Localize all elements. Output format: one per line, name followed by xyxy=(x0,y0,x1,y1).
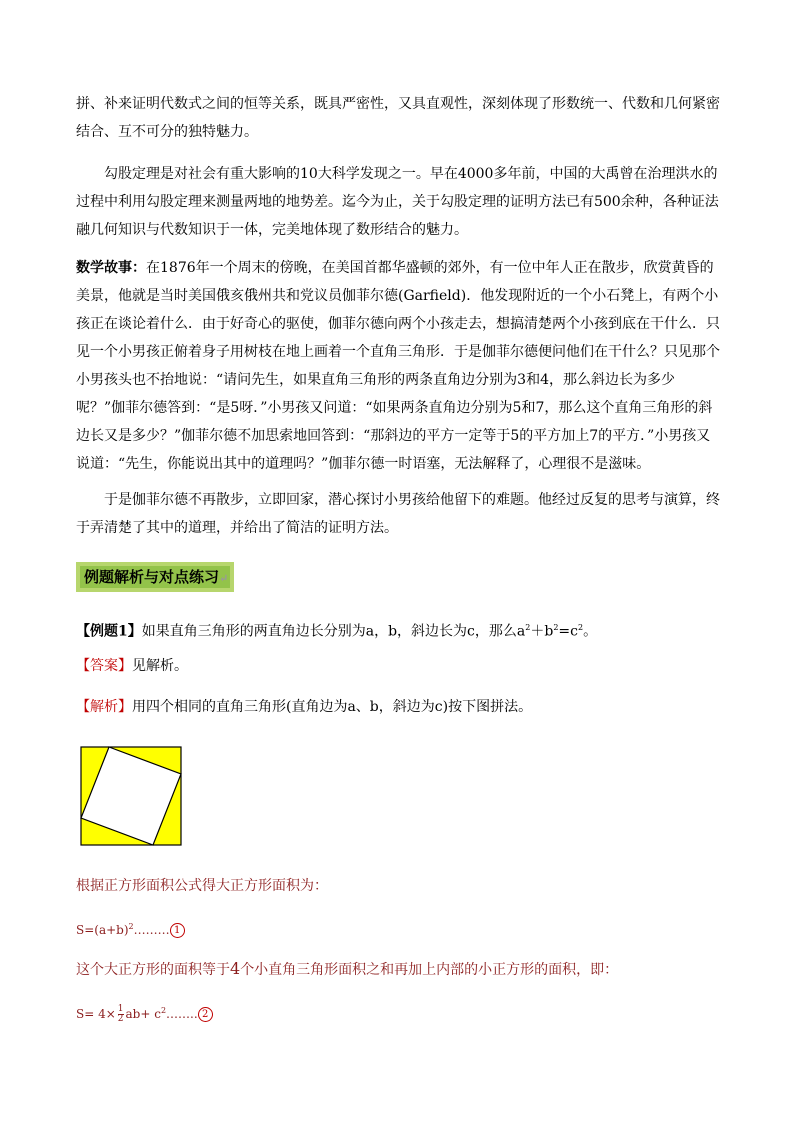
circled-number-1: 1 xyxy=(170,923,185,938)
example-text: 如果直角三角形的两直角边长分别为a，b，斜边长为c，那么a xyxy=(141,623,526,640)
story-paragraph xyxy=(76,254,724,478)
story-text: 在1876年一个周末的傍晚，在美国首都华盛顿的郊外，有一位中年人正在散步，欣赏黄昏的美景，他就是当时美国俄亥俄州共和党议员伽菲尔德(Garfield)．他发现附近的一个小石凳上，有两个小孩正在谈论着什么．由于好奇心的驱使，伽菲尔德向两个小孩走去，想搞清楚两个小孩到底在干什么．只见一个小男孩正俯着身子用树枝在地上画着一个直角三角形．于是伽菲尔德便问他们在干什么？只见那个小男孩头也不抬地说：“请问先生，如果直角三角形的两条直角边分别为3和4，那么斜边长为多少呢？”伽菲尔德答到：“是5呀．”小男孩又问道：“如果两条直角边分别为5和7，那么这个直角三角形的斜边长又是多少？”伽菲尔德不加思索地回答到：“那斜边的平方一定等于5的平方加上7的平方．”小男孩又说道：“先生，你能说出其中的道理吗？”伽菲尔德一时语塞，无法解释了，心理很不是滋味。 xyxy=(76,260,720,472)
answer-text: 见解析。 xyxy=(132,658,188,674)
analysis xyxy=(76,696,532,718)
derivation-line-2: 这个大正方形的面积等于4个小直角三角形面积之和再加上内部的小正方形的面积，即： xyxy=(76,959,619,978)
answer xyxy=(76,655,188,677)
derivation-line-1: 根据正方形面积公式得大正方形面积为： xyxy=(76,878,328,894)
section-header xyxy=(76,562,234,592)
section-title: 例题解析与对点练习↵ xyxy=(80,566,230,588)
example-label: 【例题1】 xyxy=(76,623,142,640)
analysis-label: 【解析】 xyxy=(76,699,132,715)
circled-number-2: 2 xyxy=(198,1007,213,1022)
analysis-text: 用四个相同的直角三角形(直角边为a、b，斜边为c)按下图拼法。 xyxy=(132,699,533,715)
formula-1: $S=(a+b)^2\dots\dots\dots$ 1 xyxy=(76,916,185,941)
intro-paragraph-1: 拼、补来证明代数式之间的恒等关系，既具严密性，又具直观性，深刻体现了形数统一、代数和几何紧密结合、互不可分的独特魅力。 xyxy=(76,96,720,140)
formula-2: S= 4× $\frac{1}{2}$ $ab+ c^2\dots\dots$.. 2 xyxy=(76,1000,213,1025)
story-label: 数学故事： xyxy=(76,260,146,276)
example-1: 【例题1】如果直角三角形的两直角边长分别为a，b，斜边长为c，那么$a^2+b^2=c^2$。 xyxy=(76,623,598,640)
return-mark-icon: ↵ xyxy=(219,572,229,585)
pythagoras-square-diagram xyxy=(80,746,182,846)
fraction-one-half: $\frac{1}{2}$ xyxy=(117,1004,124,1024)
story-paragraph-2: 于是伽菲尔德不再散步，立即回家，潜心探讨小男孩给他留下的难题。他经过反复的思考与演算，终于弄清楚了其中的道理，并给出了简洁的证明方法。 xyxy=(76,492,720,536)
intro-paragraph-2: 勾股定理是对社会有重大影响的10大科学发现之一。早在4000多年前，中国的大禹曾在治理洪水的过程中利用勾股定理来测量两地的地势差。迄今为止，关于勾股定理的证明方法已有500余种，各种证法融几何知识与代数知识于一体，完美地体现了数形结合的魅力。 xyxy=(76,166,719,238)
answer-label: 【答案】 xyxy=(76,658,132,674)
